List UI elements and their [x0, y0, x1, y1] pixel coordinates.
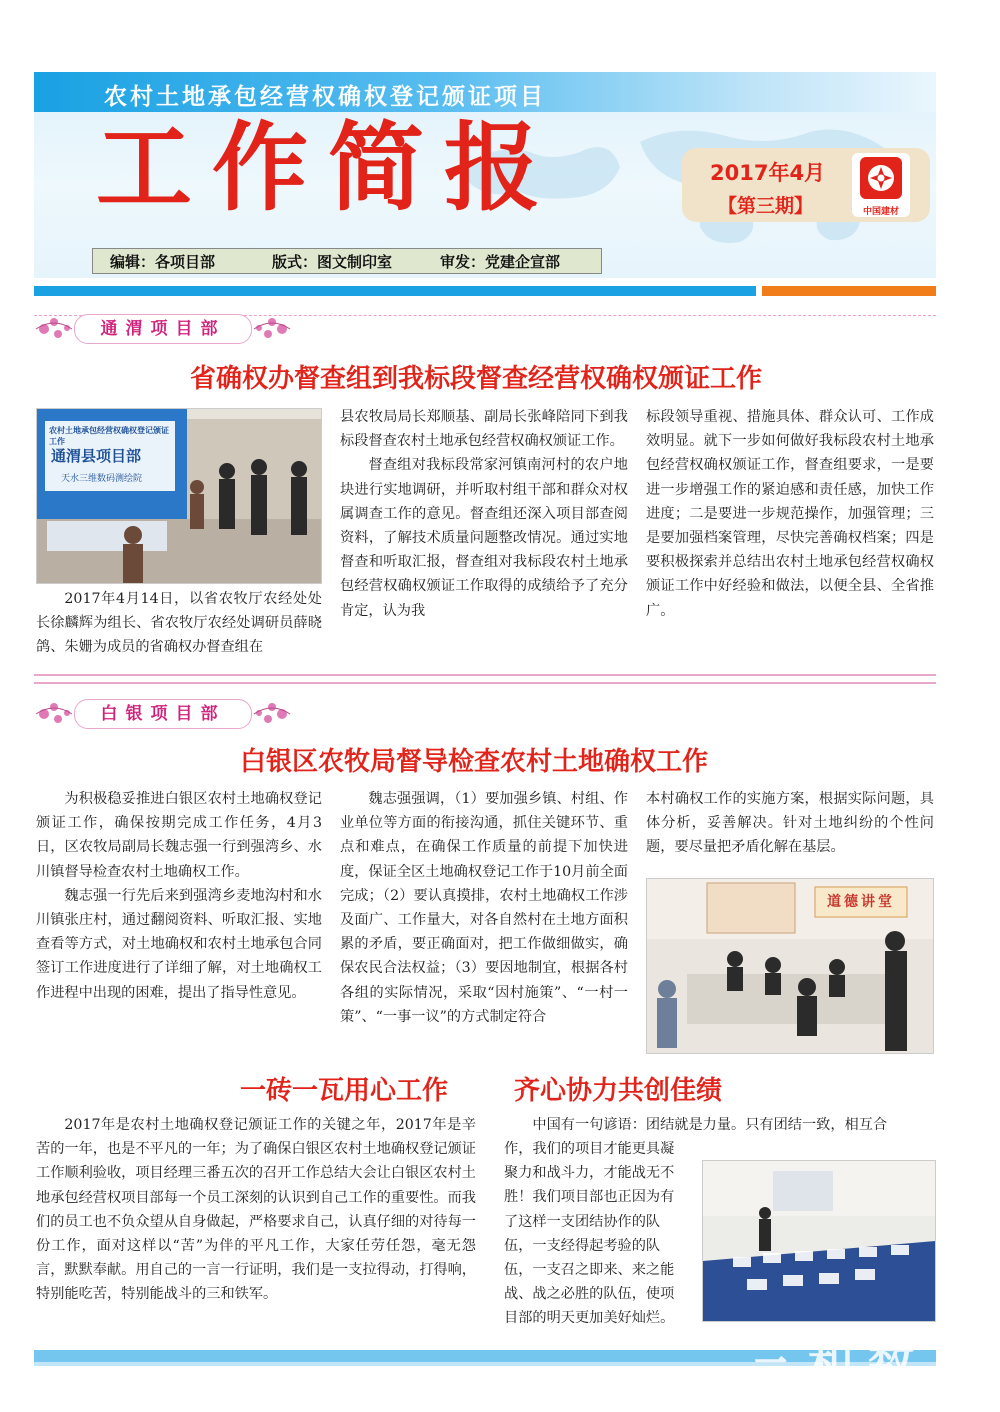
- headline-section2: 白银区农牧局督导检查农村土地确权工作: [240, 747, 709, 777]
- section-tag-pill: [74, 314, 252, 344]
- section-tag-tongwei: [34, 312, 274, 346]
- section1-col3-text: 标段领导重视、措施具体、群众认可、工作成效明显。就下一步如何做好我标段农村土地承包经营权确权颁证工作，督查组要求，一是要进一步增强工作的紧迫感和责任感，加快工作进度；二是要进一步规范操作，加强管理；三是要加强档案管理，尽快完善确权档案；四是要积极探索并总结出农村土地承包经营权确权颁证工作中好经验和做法，以便全县、全省推广。: [646, 409, 934, 619]
- article4-line: 作，我们的项目才能更具凝: [504, 1141, 675, 1157]
- section1-column-3: [646, 405, 934, 623]
- floral-right-icon: [252, 312, 292, 346]
- article4-body-left: [504, 1137, 700, 1331]
- credit-layout: 版式：图文制印室: [272, 253, 393, 271]
- article4-line: 了这样一支团结协作的队: [504, 1213, 661, 1230]
- photo-team-image: [703, 1161, 935, 1321]
- section-tag-pill: [74, 699, 252, 729]
- article4-line: 伍，一支经得起考验的队: [504, 1237, 661, 1254]
- article4-text-top: 中国有一句谚语：团结就是力量。只有团结一致，相互合: [532, 1117, 888, 1133]
- section2-col1-text-a: 为积极稳妥推进白银区农村土地确权登记颁证工作，确保按期完成工作任务，4月3日，区农牧局副局长魏志强一行到强湾乡、水川镇督导检查农村土地确权工作。: [36, 791, 322, 880]
- article4-body-top: [504, 1113, 936, 1137]
- section-divider: [34, 674, 936, 684]
- photo-sign: 道德讲堂: [827, 894, 895, 910]
- section-tag-label: 白银项目部: [100, 704, 226, 724]
- floral-left-icon: [34, 697, 74, 731]
- article4-line: 目部的明天更加美好灿烂。: [504, 1310, 675, 1327]
- photo-banner-line1: 农村土地承包经营权确权登记颁证工作: [49, 426, 169, 446]
- section2-column-1: [36, 787, 322, 1005]
- section1-column-1: [36, 587, 322, 660]
- article4-line: 战、战之必胜的队伍，使项: [504, 1286, 675, 1303]
- section2-column-2: [340, 787, 628, 1029]
- article3-text: 2017年是农村土地确权登记颁证工作的关键之年，2017年是辛苦的一年，也是不平凡的一年；为了确保白银区农村土地确权登记颁证工作顺利验收，项目经理三番五次的召开工作总结大会让白银区农村土地承包经营权项目部每一个员工深刻的认识到自己工作的重要性。而我们的员工也不负众望从自身做起，严格要求自己，认真仔细的对待每一份工作，面对这样以“苦”为伴的平凡工作，大家任劳任怨，毫无怨言，默默奉献。用自己的一言一行证明，我们是一支拉得动，打得响，特别能吃苦，特别能战斗的三和铁军。: [36, 1117, 476, 1303]
- section2-column-3: [646, 787, 934, 860]
- section1-column-2: [340, 405, 628, 623]
- issue-number: 【第三期】: [718, 195, 814, 217]
- headline-section1: 省确权办督查组到我标段督查经营权确权颁证工作: [190, 364, 763, 394]
- credit-review: 审发：党建企宣部: [440, 253, 561, 271]
- header-rule-blue: [34, 286, 756, 296]
- header-rule-orange: [762, 286, 936, 296]
- photo-banner-title: 通渭县项目部: [51, 447, 142, 465]
- credit-editor: 编辑：各项目部: [110, 253, 216, 271]
- headline-article4: 齐心协力共创佳绩: [514, 1076, 723, 1106]
- issue-date: 2017年4月: [710, 161, 826, 185]
- article3-body: [36, 1113, 476, 1307]
- section2-col3-text: 本村确权工作的实施方案，根据实际问题，具体分析，妥善解决。针对土地纠纷的个性问题，要尽量把矛盾化解在基层。: [646, 791, 934, 856]
- headline-article3: 一砖一瓦用心工作: [240, 1076, 449, 1106]
- article4-line: 伍，一支召之即来、来之能: [504, 1262, 675, 1279]
- section1-col2-text-b: 督查组对我标段常家河镇南河村的农户地块进行实地调研，并听取村组干部和群众对权属调查工作的意见。督查组还深入项目部查阅资料，了解技术质量问题整改情况。通过实地督查和听取汇报，督查组对我标段农村土地承包经营权确权颁证工作取得的成绩给予了充分肯定，认为我: [340, 457, 628, 619]
- floral-left-icon: [34, 312, 74, 346]
- section-tag-baiyin: [34, 697, 274, 731]
- photo-banner-subtitle: 天水三维数码测绘院: [61, 474, 143, 484]
- photo-team: [702, 1160, 936, 1322]
- photo-meeting: [646, 878, 934, 1054]
- floral-right-icon: [252, 697, 292, 731]
- photo-inspection: [36, 408, 322, 584]
- cnbm-logo-icon: [852, 153, 910, 203]
- section1-col1-text: 2017年4月14日，以省农牧厅农经处处长徐麟辉为组长、省农牧厅农经处调研员薛晓鸽、朱姗为成员的省确权办督查组在: [36, 591, 322, 656]
- section2-col2-text: 魏志强强调，（1）要加强乡镇、村组、作业单位等方面的衔接沟通，抓住关键环节、重点和难点，在确保工作质量的前提下加快进度，保证全区土地确权登记工作于10月前全面完成；（2）要认真摸排，农村土地确权工作涉及面广、工作量大，对各自然村在土地方面积累的矛盾，要正确面对，把工作做细做实，确保农民合法权益；（3）要因地制宜，根据各村各组的实际情况，采取“因村施策”、“一村一策”、“一事一议”的方式制定符合: [340, 791, 628, 1025]
- section2-col1-text-b: 魏志强一行先后来到强湾乡麦地沟村和水川镇张庄村，通过翻阅资料、听取汇报、实地查看等方式，对土地确权和农村土地承包合同签订工作进度进行了详细了解，对土地确权工作进程中出现的困难，提出了指导性意见。: [36, 887, 322, 1001]
- section1-col2-text-a: 县农牧局局长郑顺基、副局长张峰陪同下到我标段督查农村土地承包经营权确权颁证工作。: [340, 409, 628, 450]
- section-tag-label: 通渭项目部: [100, 319, 226, 339]
- article4-line: 胜！我们项目部也正因为有: [504, 1189, 675, 1206]
- article4-line: 聚力和战斗力，才能战无不: [504, 1165, 675, 1182]
- newsletter-title: 工作简报: [96, 112, 560, 224]
- logo-caption: 中国建材: [862, 207, 899, 217]
- watermark: 三和数: [748, 1335, 928, 1389]
- project-line: 农村土地承包经营权确权登记颁证项目: [104, 84, 546, 110]
